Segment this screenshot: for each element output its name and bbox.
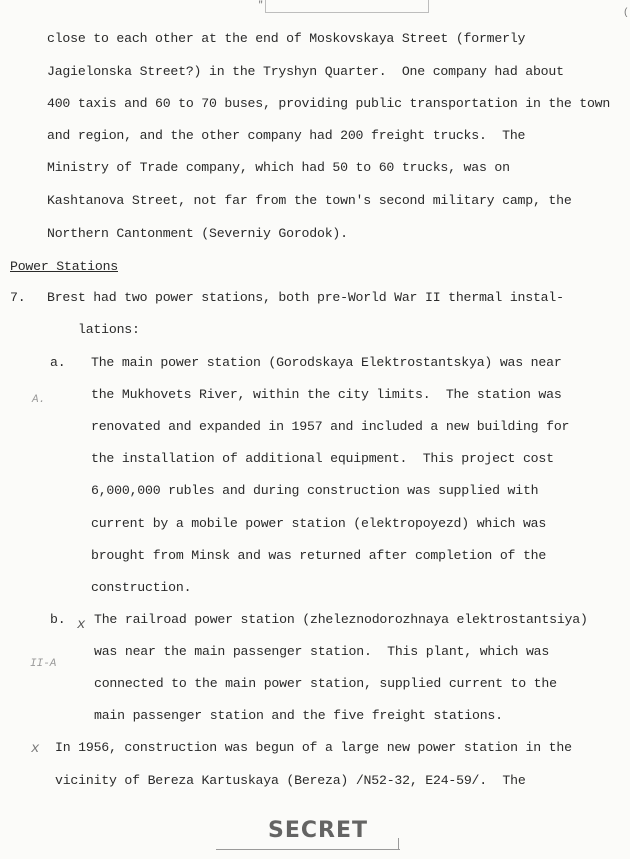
margin-annotation: II-A [30,658,57,670]
item-a-line: The main power station (Gorodskaya Elektrostantskya) was near [91,355,562,370]
footer-divider [216,849,400,850]
paragraph-line: In 1956, construction was begun of a large new power station in the [55,740,572,755]
item-a-line: construction. [91,580,192,595]
item-number: 7. [10,290,26,305]
footer-tick [398,838,399,850]
intro-line: Ministry of Trade company, which had 50 to 60 trucks, was on [47,160,510,175]
right-edge-mark: ( [623,8,630,19]
item7-line: lations: [78,322,140,337]
item-a-line: renovated and expanded in 1957 and included a new building for [91,419,570,434]
intro-line: Jagielonska Street?) in the Tryshyn Quarter. One company had about [47,64,564,79]
paragraph-line: vicinity of Bereza Kartuskaya (Bereza) /N52-32, E24-59/. The [55,773,526,788]
intro-line: Northern Cantonment (Severniy Gorodok). [47,226,348,241]
top-tick-mark: " [258,0,264,10]
item-letter: b. [50,612,66,627]
item-b-line: main passenger station and the five freight stations. [94,708,503,723]
item-letter: a. [50,355,66,370]
margin-annotation: A. [32,394,46,406]
item-a-line: the Mukhovets River, within the city limits. The station was [91,387,562,402]
intro-line: close to each other at the end of Moskovskaya Street (formerly [47,31,526,46]
item-b-line: was near the main passenger station. This plant, which was [94,644,550,659]
item-a-line: 6,000,000 rubles and during construction was supplied with [91,483,539,498]
intro-line: and region, and the other company had 200 freight trucks. The [47,128,526,143]
top-reference-box [265,0,429,13]
item-b-line: connected to the main power station, supplied current to the [94,676,557,691]
intro-line: 400 taxis and 60 to 70 buses, providing public transportation in the town [47,96,611,111]
item7-line: Brest had two power stations, both pre-World War II thermal instal- [47,290,564,305]
item-a-line: the installation of additional equipment. This project cost [91,451,554,466]
item-a-line: current by a mobile power station (elektropoyezd) which was [91,516,547,531]
check-mark-icon: x [77,617,86,633]
classification-stamp: SECRET [268,818,368,843]
intro-line: Kashtanova Street, not far from the town's second military camp, the [47,193,572,208]
section-heading: Power Stations [10,259,118,274]
item-b-line: The railroad power station (zheleznodorozhnaya elektrostantsiya) [94,612,588,627]
item-a-line: brought from Minsk and was returned after completion of the [91,548,547,563]
check-mark-icon: x [31,741,40,757]
